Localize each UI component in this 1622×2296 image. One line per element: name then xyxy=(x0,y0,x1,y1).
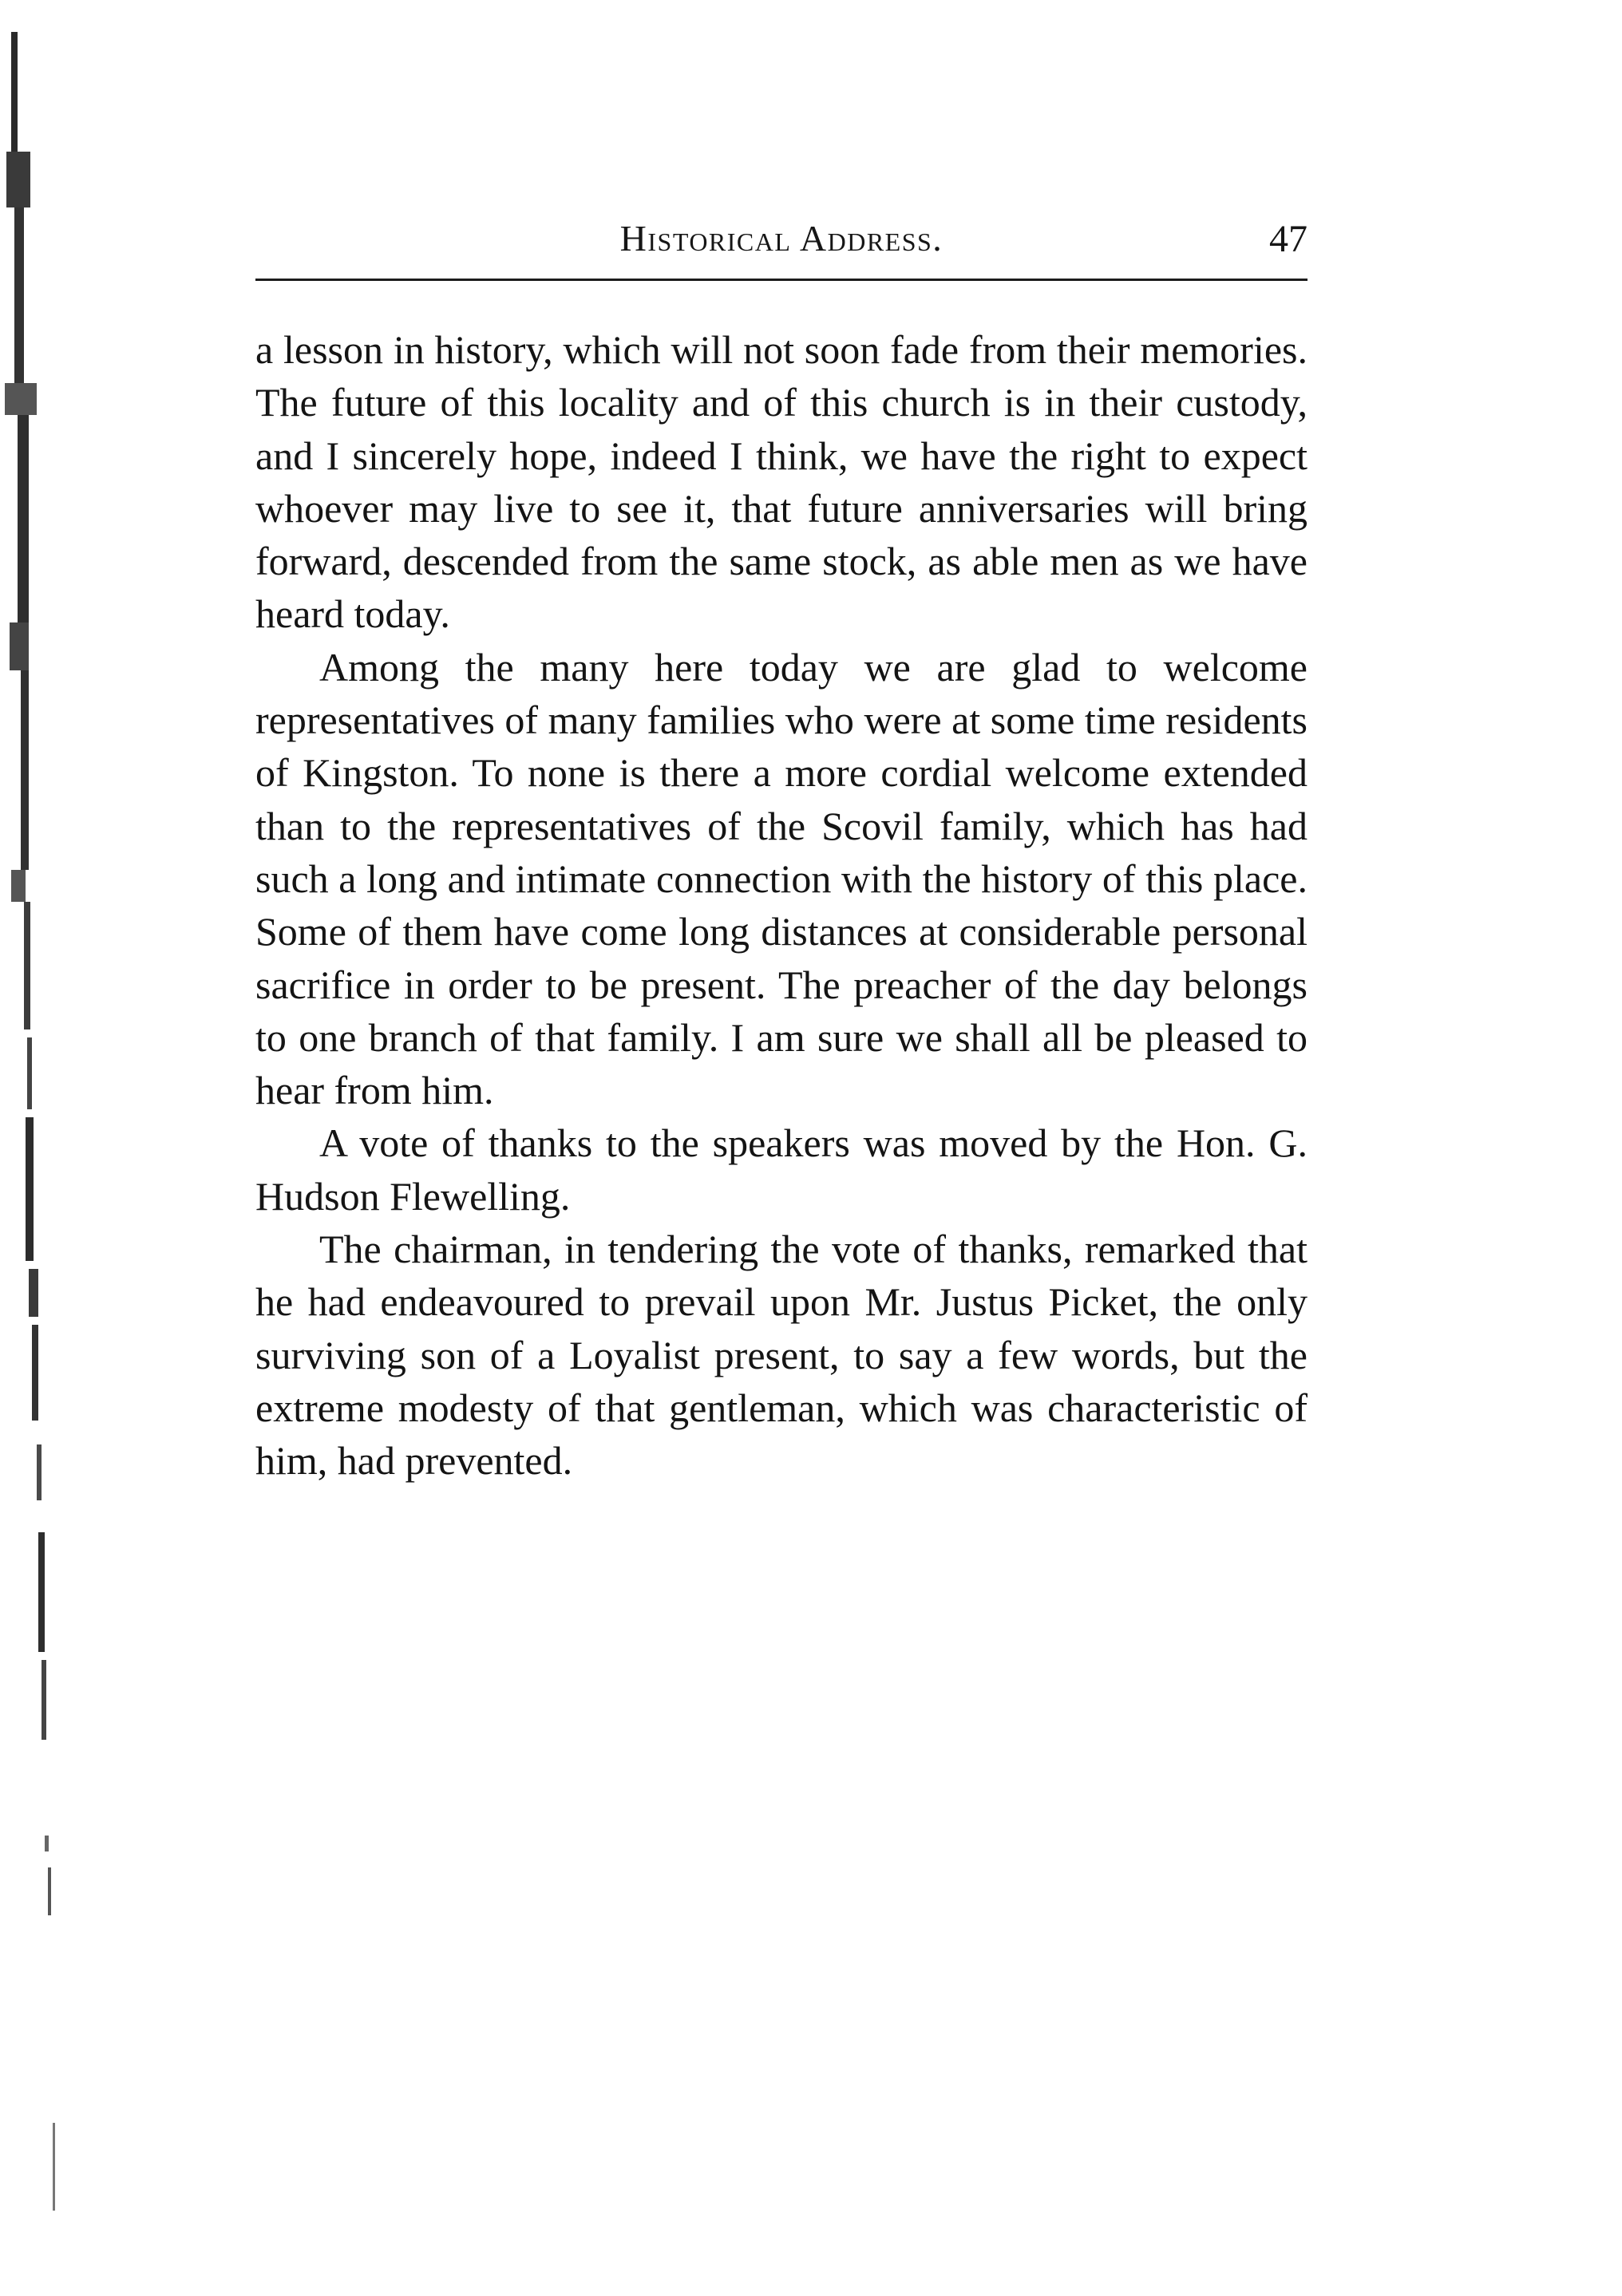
running-head xyxy=(255,217,1307,273)
binding-edge-scan-marks xyxy=(0,32,72,2266)
paragraph: The chairman, in tendering the vote of thanks, remarked that he had endeavoured to prevail upon Mr. Justus Picket, the only surviving son of a Loyalist present, to say a few words, but the extreme modesty of that gentleman, which was characteristic of him, had prevented. xyxy=(255,1227,1307,1484)
paragraph: a lesson in history, which will not soon fade from their memories. The future of this locality and of this church is in their custody, and I sincerely hope, indeed I think, we have the right to expect whoever may live to see it, that future anniversaries will bring forward, descended from the same stock, as able men as we have heard today. xyxy=(255,327,1307,637)
paragraph: A vote of thanks to the speakers was moved by the Hon. G. Hudson Flewelling. xyxy=(255,1120,1307,1219)
paragraph: Among the many here today we are glad to welcome representatives of many families who were at some time residents of Kingston. To none is there a more cordial welcome extended than to the representatives of the Scovil family, which has had such a long and intimate connection with the history of this place. Some of them have come long distances at considerable personal sacrifice in order to be present. The preacher of the day belongs to one branch of that family. I am sure we shall all be pleased to hear from him. xyxy=(255,644,1307,1113)
running-head-title: Historical Address. xyxy=(619,218,944,259)
page-number: 47 xyxy=(1269,218,1307,260)
header-rule xyxy=(255,279,1307,281)
body-text xyxy=(255,323,1307,1488)
